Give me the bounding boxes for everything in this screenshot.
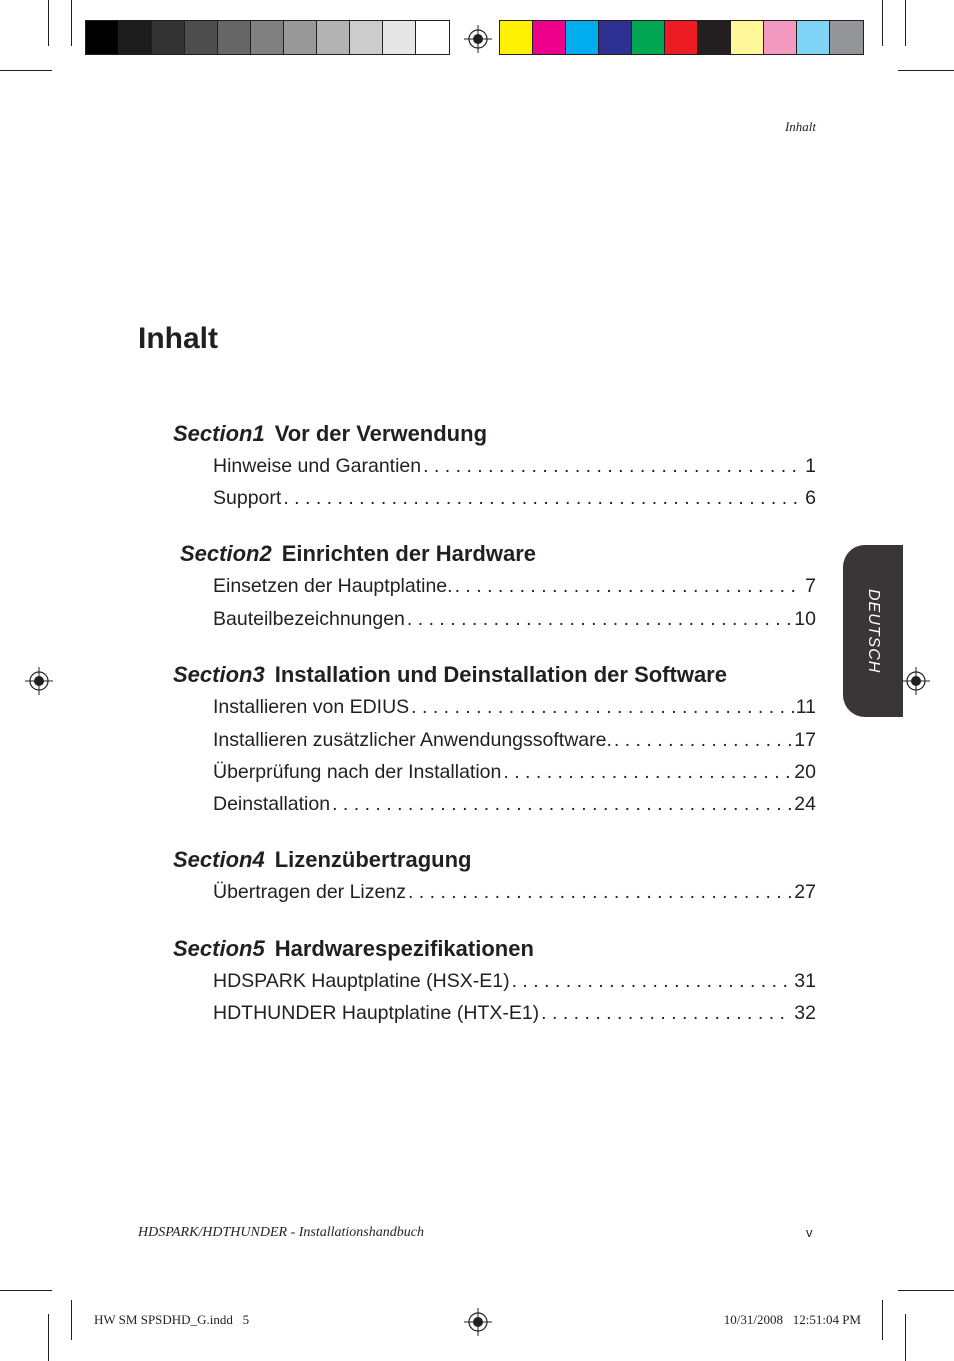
section-number: Section4 — [173, 847, 265, 872]
toc-entry-label: Support — [213, 487, 282, 509]
toc-entry[interactable] — [213, 455, 816, 478]
toc-entry-label: Übertragen der Lizenz — [213, 881, 406, 903]
toc-entry[interactable] — [213, 970, 816, 993]
color-swatch — [698, 21, 731, 54]
toc-entry-page: 11 — [795, 696, 816, 718]
toc-entry[interactable] — [213, 608, 816, 631]
running-head: Inhalt — [784, 119, 816, 134]
toc-entry[interactable] — [213, 881, 816, 904]
toc-entry-page: 27 — [794, 881, 816, 903]
color-swatch — [665, 21, 698, 54]
section-title: Lizenzübertragung — [274, 847, 472, 872]
toc-entry-page: 31 — [794, 970, 816, 992]
section-title: Installation und Deinstallation der Software — [274, 662, 727, 687]
footer-page-number: v — [806, 1225, 813, 1240]
toc-entry-label: Einsetzen der Hauptplatine. — [213, 575, 453, 597]
dot-leader — [614, 729, 792, 752]
section-title: Vor der Verwendung — [274, 421, 488, 446]
registration-mark-icon — [25, 667, 53, 695]
crop-mark — [48, 0, 49, 46]
toc-entry[interactable] — [213, 761, 816, 784]
section-heading — [173, 936, 534, 962]
registration-mark-icon — [464, 25, 492, 53]
toc-entry-page: 7 — [805, 575, 816, 597]
toc-entry[interactable] — [213, 487, 816, 510]
dot-leader — [423, 455, 803, 478]
toc-entry-label: HDTHUNDER Hauptplatine (HTX-E1) — [213, 1002, 540, 1024]
section-title: Einrichten der Hardware — [281, 541, 537, 566]
color-swatch — [731, 21, 764, 54]
process-color-bar — [499, 20, 864, 55]
section-number: Section3 — [173, 662, 265, 687]
color-swatch — [350, 21, 383, 54]
section-heading — [173, 421, 487, 447]
crop-mark — [0, 1290, 52, 1291]
color-swatch — [533, 21, 566, 54]
language-tab-label: DEUTSCH — [865, 588, 882, 674]
section-number: Section1 — [173, 421, 265, 446]
dot-leader — [503, 761, 792, 784]
toc-entry[interactable] — [213, 575, 816, 598]
section-heading — [173, 662, 727, 688]
section-number: Section2 — [180, 541, 272, 566]
dot-leader — [332, 793, 792, 816]
registration-mark-icon — [464, 1308, 492, 1336]
toc-entry[interactable] — [213, 1002, 816, 1025]
crop-mark — [882, 1300, 883, 1340]
slug-file-name: HW SM SPSDHD_G.indd 5 — [94, 1312, 250, 1327]
footer-book-title: HDSPARK/HDTHUNDER - Installationshandbuch — [138, 1225, 424, 1240]
crop-mark — [898, 1290, 954, 1291]
color-swatch — [599, 21, 632, 54]
color-swatch — [632, 21, 665, 54]
color-swatch — [797, 21, 830, 54]
toc-entry-label: Installieren zusätzlicher Anwendungssoftware. — [213, 729, 612, 751]
color-swatch — [830, 21, 863, 54]
section-title: Hardwarespezifikationen — [274, 936, 534, 961]
toc-entry-label: Überprüfung nach der Installation — [213, 761, 502, 783]
color-swatch — [119, 21, 152, 54]
section-heading — [180, 541, 536, 567]
dot-leader — [541, 1002, 792, 1025]
crop-mark — [71, 1300, 72, 1340]
crop-mark — [905, 0, 906, 46]
page-title: Inhalt — [138, 322, 218, 355]
dot-leader — [407, 608, 792, 631]
toc-entry-page: 10 — [794, 608, 816, 630]
crop-mark — [0, 70, 52, 71]
color-swatch — [383, 21, 416, 54]
registration-mark-icon — [902, 667, 930, 695]
crop-mark — [882, 0, 883, 46]
toc-entry-label: HDSPARK Hauptplatine (HSX-E1) — [213, 970, 510, 992]
color-swatch — [284, 21, 317, 54]
toc-entry-page: 24 — [794, 793, 816, 815]
slug-timestamp: 10/31/2008 12:51:04 PM — [723, 1312, 861, 1327]
toc-entry-page: 6 — [805, 487, 816, 509]
toc-entry-label: Deinstallation — [213, 793, 331, 815]
toc-entry[interactable] — [213, 729, 816, 752]
toc-entry[interactable] — [213, 696, 816, 719]
toc-entry-page: 1 — [805, 455, 816, 477]
color-swatch — [185, 21, 218, 54]
language-side-tab — [843, 545, 903, 717]
color-swatch — [764, 21, 797, 54]
toc-entry-label: Hinweise und Garantien — [213, 455, 422, 477]
color-swatch — [500, 21, 533, 54]
dot-leader — [283, 487, 803, 510]
color-swatch — [218, 21, 251, 54]
grayscale-color-bar — [85, 20, 450, 55]
crop-mark — [905, 1314, 906, 1361]
color-swatch — [317, 21, 350, 54]
dot-leader — [455, 575, 804, 598]
toc-entry-label: Installieren von EDIUS — [213, 696, 410, 718]
color-swatch — [566, 21, 599, 54]
section-number: Section5 — [173, 936, 265, 961]
color-swatch — [86, 21, 119, 54]
dot-leader — [411, 696, 794, 719]
color-swatch — [416, 21, 449, 54]
dot-leader — [512, 970, 793, 993]
toc-entry-page: 20 — [794, 761, 816, 783]
crop-mark — [48, 1314, 49, 1361]
crop-mark — [71, 0, 72, 46]
dot-leader — [408, 881, 792, 904]
color-swatch — [251, 21, 284, 54]
toc-entry-label: Bauteilbezeichnungen — [213, 608, 405, 630]
toc-entry[interactable] — [213, 793, 816, 816]
crop-mark — [898, 70, 954, 71]
color-swatch — [152, 21, 185, 54]
toc-entry-page: 17 — [794, 729, 816, 751]
section-heading — [173, 847, 471, 873]
toc-entry-page: 32 — [794, 1002, 816, 1024]
